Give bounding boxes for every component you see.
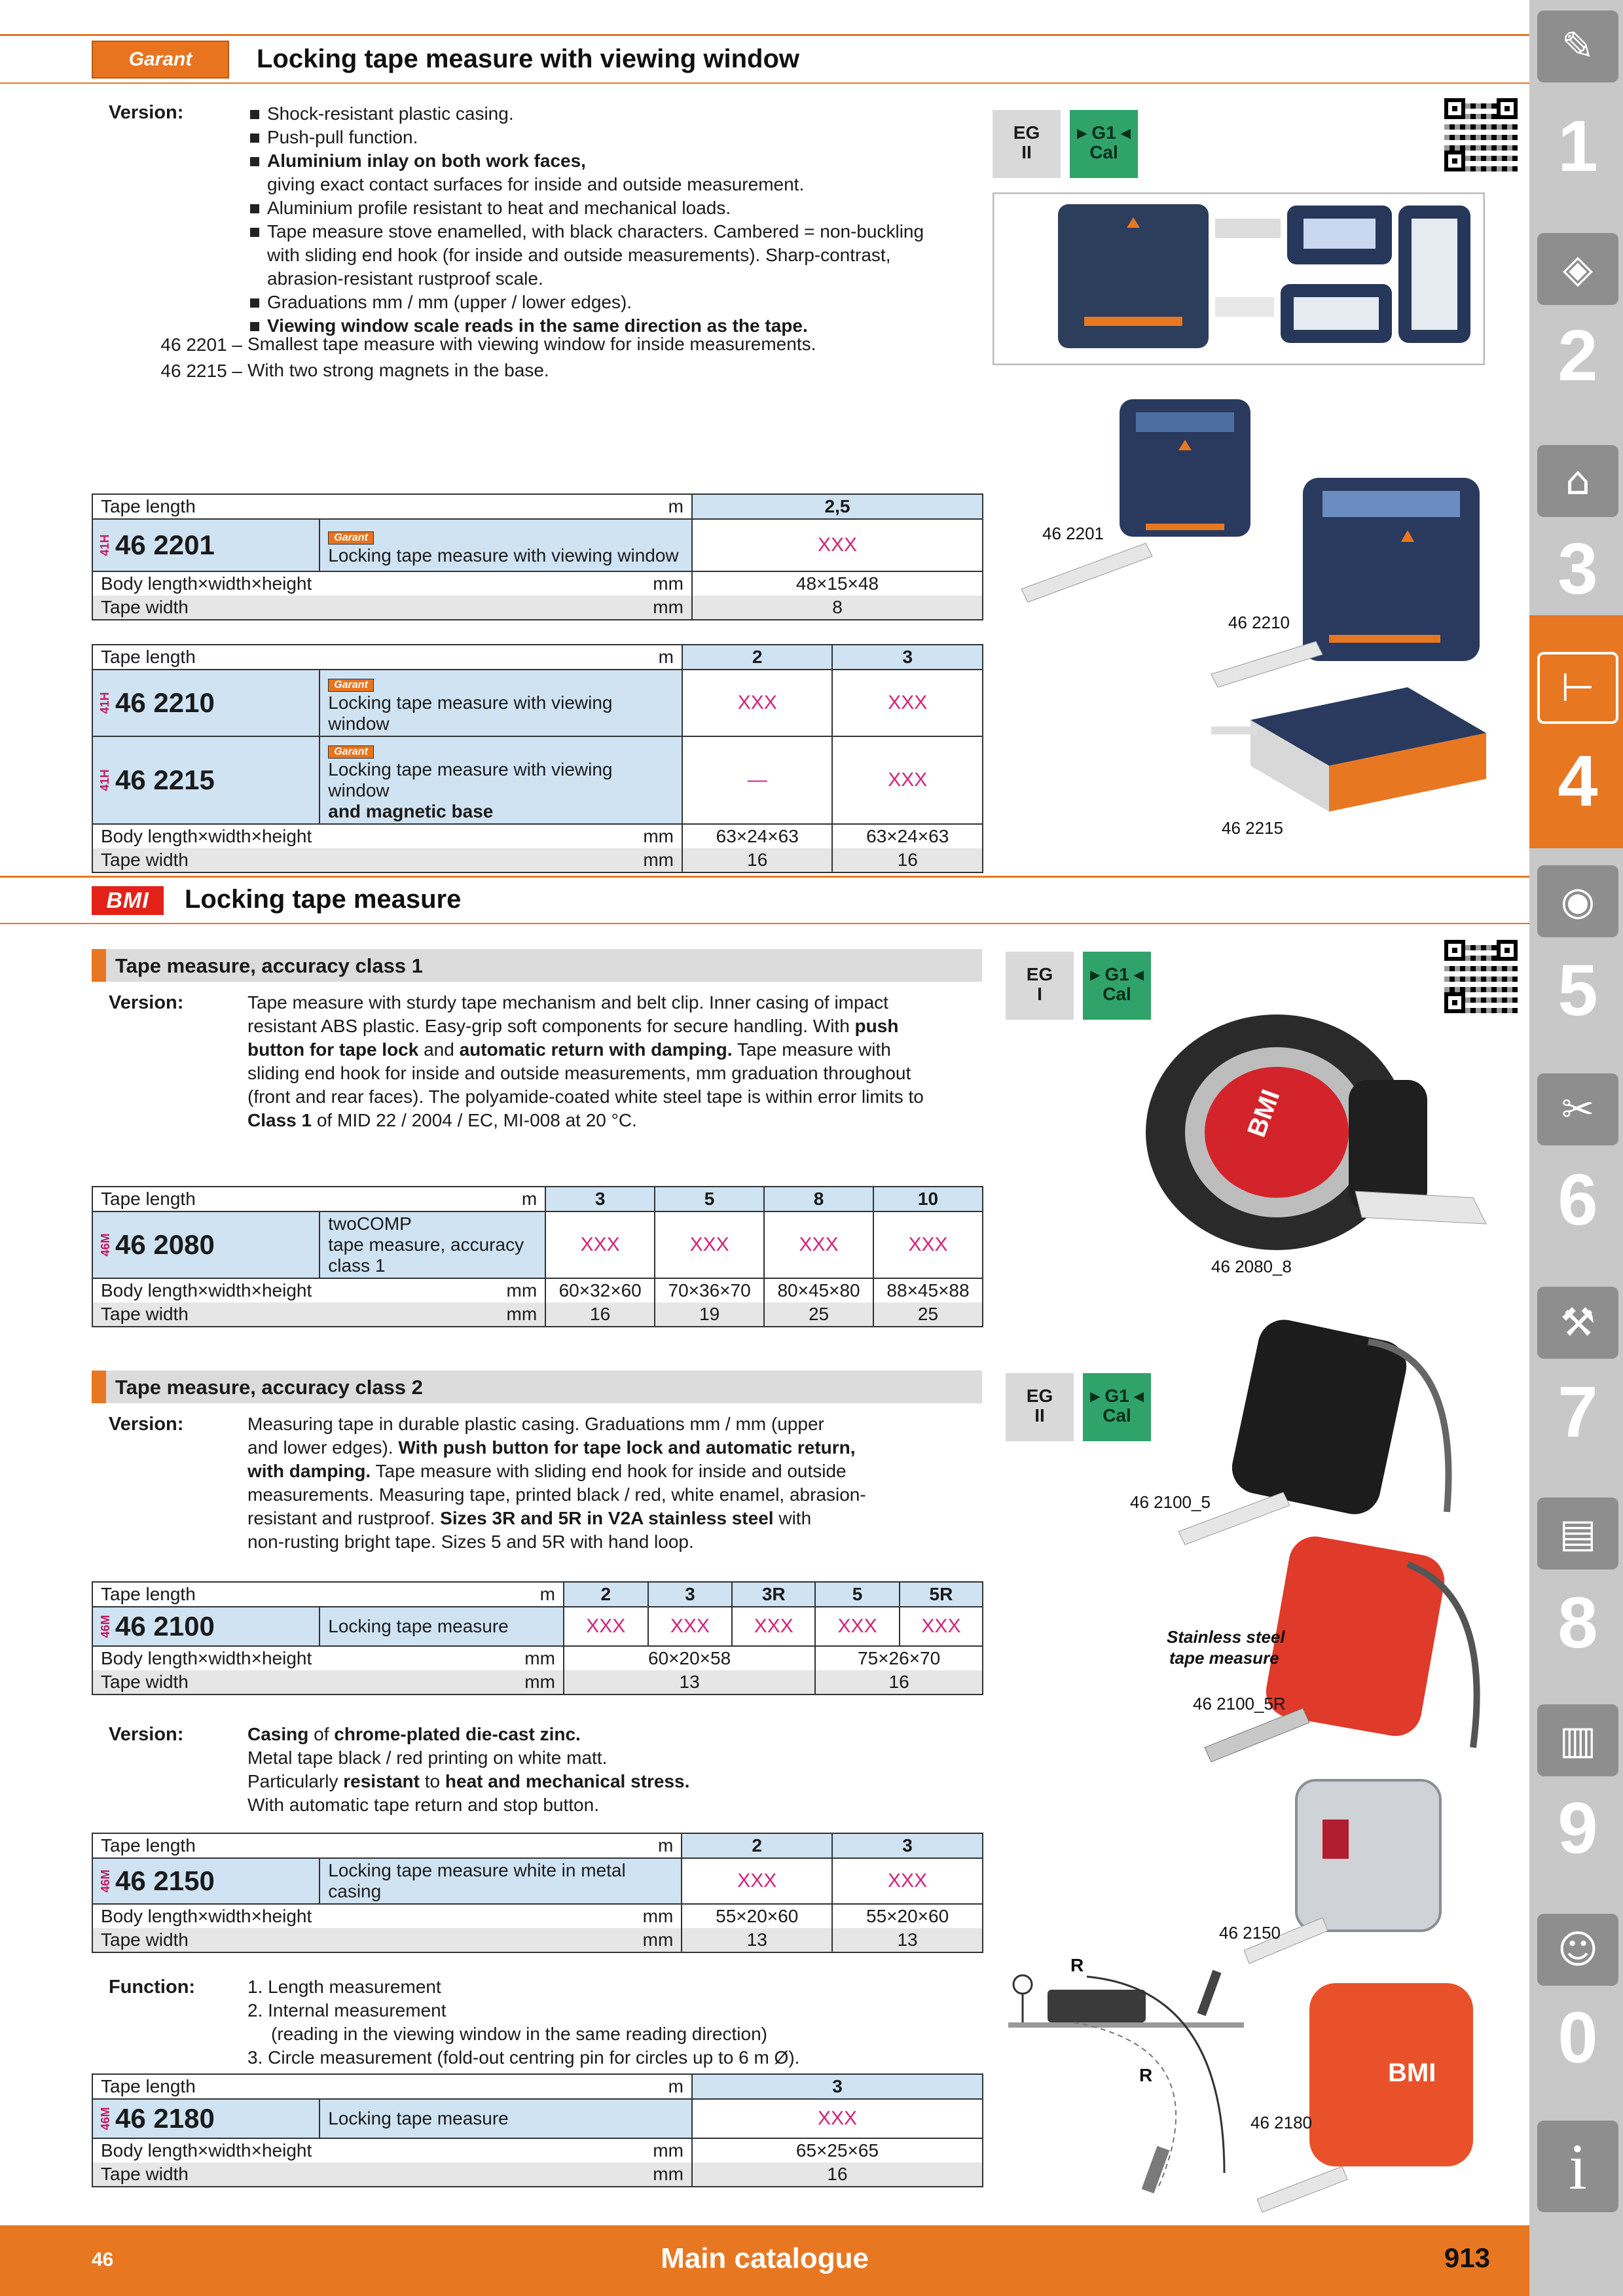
article-cell: 46M 46 2080 xyxy=(92,1211,319,1278)
photo-caption: 46 2180 xyxy=(1250,2113,1312,2132)
version-label: Version: xyxy=(109,1414,184,1435)
version-label: Version: xyxy=(109,992,184,1013)
section-divider xyxy=(0,82,1529,84)
product-photo-window-detail xyxy=(993,192,1485,365)
section-divider xyxy=(0,34,1529,36)
tab-number[interactable]: 9 xyxy=(1558,1788,1598,1869)
tab-3-chuck-icon[interactable]: ⌂ xyxy=(1537,445,1618,517)
function-label: Function: xyxy=(109,1977,196,1998)
section-title: Locking tape measure xyxy=(185,885,462,914)
version-text: Tape measure with sturdy tape mechanism and belt clip. Inner casing of impact resistant ABS plastic. Easy-grip soft components for secure handling. With push button for tape lock and automatic return with damping. Tape measure with sliding end hook for inside and outside measurements, mm graduation throughout (front and rear faces). The polyamide-coated white steel tape is within error limits to Class 1 of MID 22 / 2004 / EC, MI-008 at 20 °C. xyxy=(247,992,924,1130)
svg-text:BMI: BMI xyxy=(1242,1086,1286,1141)
qr-code xyxy=(1444,98,1518,171)
version-label: Version: xyxy=(109,102,184,123)
article-cell: 41H 46 2201 xyxy=(92,519,319,571)
product-photo-46-2100-5 xyxy=(1172,1316,1473,1564)
tab-1-drill-icon[interactable]: ✎ xyxy=(1537,10,1618,82)
tab-number[interactable]: 3 xyxy=(1558,529,1598,609)
photo-caption: 46 2080_8 xyxy=(1211,1257,1292,1276)
garant-logo: Garant xyxy=(92,41,229,79)
version-text: Measuring tape in durable plastic casing. Graduations mm / mm (upper and lower edges). With push button for tape lock and automatic return, with damping. Tape measure with sliding end hook for inside and outside measurements. Measuring tape, printed black / red, white enamel, abrasion- resistant and rustproof. Sizes 3R and 5R in V2A stainless steel with non-rusting bright tape. Sizes 5 and 5R with hand loop. xyxy=(247,1414,866,1552)
section-title: Locking tape measure with viewing window xyxy=(257,45,800,73)
article-desc: Garant Locking tape measure with viewing window xyxy=(319,519,692,571)
note-art: 46 2201 – xyxy=(160,334,242,355)
tab-number[interactable]: 2 xyxy=(1558,315,1598,396)
tab-4-caliper-icon[interactable]: ⊢ xyxy=(1537,652,1618,724)
spec-table-46-2180: Tape length m 3 46M 46 2180 Locking tape measure XXX Body length×width×height mm 65×25×65 Tape width mm 16 xyxy=(92,2073,983,2187)
tab-8-toolbox-icon[interactable]: ▤ xyxy=(1537,1498,1618,1570)
product-photo-46-2215 xyxy=(1211,681,1499,818)
article-cell: 46M 46 2150 xyxy=(92,1858,319,1904)
tab-number[interactable]: 7 xyxy=(1558,1372,1598,1452)
tab-number[interactable]: 8 xyxy=(1558,1583,1598,1663)
bmi-logo: BMI xyxy=(92,886,164,915)
page-number-right: 913 xyxy=(1444,2242,1490,2273)
diagram-label: R xyxy=(1070,1955,1084,1975)
photo-caption: 46 2201 xyxy=(1042,524,1104,543)
tab-7-pliers-icon[interactable]: ⚒ xyxy=(1537,1287,1618,1359)
tab-number-active[interactable]: 4 xyxy=(1558,741,1598,821)
spec-table-46-2210: Tape length m 2 3 41H 46 2210 Garant Locking tape measure with viewing window XXX XXX 41H 46 2215 Garant Locking tape measure with viewing window and magnetic base — XXX Body length×width×height mm 63×24×63 63×24×63 Tape width mm 16 16 xyxy=(92,644,983,873)
subsection-header: Tape measure, accuracy class 1 xyxy=(92,949,982,982)
tab-number[interactable]: 5 xyxy=(1558,950,1598,1031)
g1-cal-badge: ▸ G1 ◂ Cal xyxy=(1070,110,1138,178)
eg-badge: EG II xyxy=(1006,1373,1074,1441)
photo-caption: 46 2210 xyxy=(1228,613,1290,632)
article-cell: 41H 46 2215 xyxy=(92,736,319,824)
article-cell: 46M 46 2180 xyxy=(92,2099,319,2138)
tab-5-saw-icon[interactable]: ◉ xyxy=(1537,865,1618,937)
eg-badge: EG II xyxy=(993,110,1061,178)
note-art: 46 2215 – xyxy=(160,361,242,381)
version-text: Shock-resistant plastic casing. Push-pull function. Aluminium inlay on both work faces, giving exact contact surfaces for inside and outside measurement. Aluminium profile resistant to heat and mechanical loads. Tape measure stove enamelled, with black characters. Cambered = non-buckling with sliding end hook (for inside and outside measurements). Sharp-contrast, abrasion-resistant rustproof scale. Graduations mm / mm (upper / lower edges). Viewing window scale reads in the same direction as the tape. xyxy=(247,102,987,338)
tab-info-icon[interactable]: i xyxy=(1537,2121,1618,2212)
price-cell: XXX xyxy=(692,519,983,571)
product-photo-46-2210 xyxy=(1205,471,1493,687)
photo-caption: Stainless steel xyxy=(1167,1627,1285,1647)
g1-cal-badge: ▸ G1 ◂ Cal xyxy=(1083,952,1151,1020)
article-cell: 41H 46 2210 xyxy=(92,670,319,736)
photo-caption: tape measure xyxy=(1169,1648,1279,1668)
unit: m xyxy=(319,494,692,519)
spec-table-46-2080: Tape length m 3 5 8 10 46M 46 2080 twoCOMP tape measure, accuracy class 1 XXX XXX XXX XXX Body length×width×height mm 60×32×60 70×36×70 80×45×80 88×45×88 Tape width mm 16 19 25 25 xyxy=(92,1186,983,1327)
subsection-header: Tape measure, accuracy class 2 xyxy=(92,1371,982,1403)
spec-table-46-2100: Tape length m 2 3 3R 5 5R 46M 46 2100 Locking tape measure XXX XXX XXX XXX XXX Body length×width×height mm 60×20×58 75×26×70 Tape width mm 13 16 xyxy=(92,1581,983,1695)
function-diagram xyxy=(1008,1950,1270,2206)
spec-table-46-2150: Tape length m 2 3 46M 46 2150 Locking tape measure white in metal casing XXX XXX Body length×width×height mm 55×20×60 55×20×60 Tape width mm 13 13 xyxy=(92,1833,983,1953)
catalogue-title: Main catalogue xyxy=(661,2242,869,2274)
body-label: Body length×width×height xyxy=(92,571,319,596)
photo-caption: 46 2150 xyxy=(1219,1923,1281,1943)
photo-caption: 46 2215 xyxy=(1222,818,1283,838)
spec-table-46-2201: Tape length m 2,5 41H 46 2201 Garant Locking tape measure with viewing window XXX Body length×width×height mm 48×15×48 Tape width mm 8 xyxy=(92,493,983,620)
page-number-left: 46 xyxy=(92,2249,114,2270)
section-divider xyxy=(0,923,1529,924)
col-header: 2,5 xyxy=(692,494,983,519)
article-cell: 46M 46 2100 xyxy=(92,1607,319,1646)
product-photo-46-2080 xyxy=(1133,1001,1499,1296)
tab-number[interactable]: 0 xyxy=(1558,1998,1598,2078)
svg-text:BMI: BMI xyxy=(1388,2058,1436,2087)
version-text: Casing of chrome-plated die-cast zinc. Metal tape black / red printing on white matt. Particularly resistant to heat and mechanical stress. With automatic tape return and stop button. xyxy=(247,1724,690,1815)
tab-number[interactable]: 1 xyxy=(1558,106,1598,187)
photo-caption: 46 2100_5R xyxy=(1193,1694,1286,1713)
photo-caption: 46 2100_5 xyxy=(1130,1492,1211,1512)
note-text: With two strong magnets in the base. xyxy=(247,360,549,380)
function-text: 1. Length measurement 2. Internal measurement (reading in the viewing window in the same reading direction) 3. Circle measurement (fold-out centring pin for circles up to 6 m Ø). xyxy=(247,1977,800,2068)
section-divider xyxy=(0,876,1529,878)
tape-length-label: Tape length xyxy=(92,494,319,519)
note-text: Smallest tape measure with viewing window for inside measurements. xyxy=(247,334,816,354)
page-footer xyxy=(0,2225,1529,2296)
version-label: Version: xyxy=(109,1724,184,1745)
tab-2-insert-icon[interactable]: ◈ xyxy=(1537,233,1618,305)
eg-badge: EG I xyxy=(1006,952,1074,1020)
diagram-label: R xyxy=(1139,2065,1153,2085)
tab-0-safety-icon[interactable]: ☺ xyxy=(1537,1914,1618,1986)
tab-9-cabinet-icon[interactable]: ▥ xyxy=(1537,1704,1618,1776)
tab-6-tools-icon[interactable]: ✂ xyxy=(1537,1073,1618,1145)
tab-number[interactable]: 6 xyxy=(1558,1160,1598,1240)
g1-cal-badge: ▸ G1 ◂ Cal xyxy=(1083,1373,1151,1441)
product-photo-46-2180 xyxy=(1257,1970,1493,2219)
